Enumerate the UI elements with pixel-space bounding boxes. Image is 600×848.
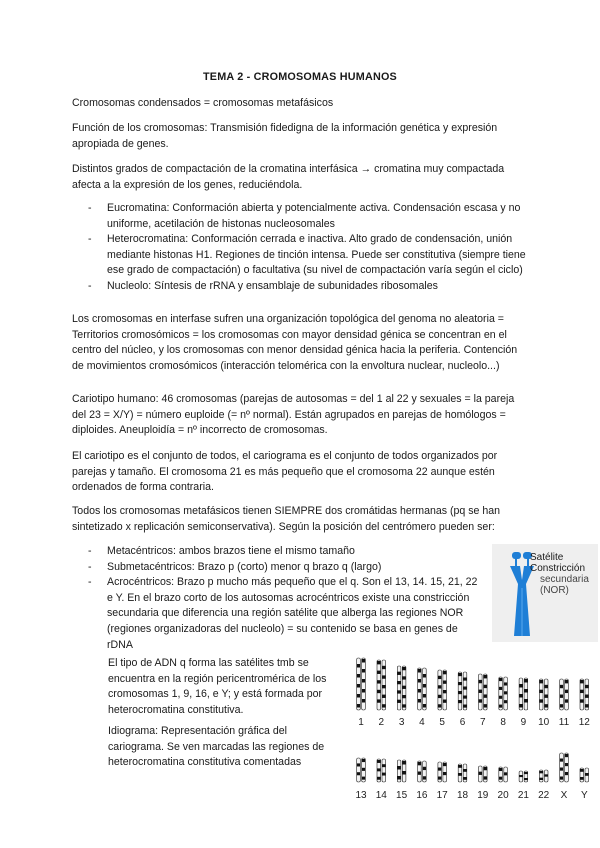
chromosome-3: [397, 666, 406, 710]
karyotype-row2-label-X: X: [560, 790, 568, 801]
karyotype-row2-label-21: 21: [517, 790, 529, 801]
chromosome-18: [458, 764, 467, 782]
paragraph-metaphase: Todos los cromosomas metafásicos tienen SIEMPRE dos cromátidas hermanas (pq se han sintetizado x replicación semiconservativa). Según la posición del centrómero pueden ser:: [72, 505, 501, 533]
secondary-label: secundaria: [540, 574, 589, 585]
nor-label: (NOR): [540, 585, 569, 596]
karyotype-row1-label-6: 6: [459, 717, 466, 728]
chromosome-X: [560, 753, 569, 782]
karyotype-row1-label-2: 2: [378, 717, 385, 728]
karyotype-svg: [352, 650, 598, 810]
chromosome-22: [539, 770, 548, 782]
chromosome-2: [377, 660, 386, 710]
paragraph-compaction: Distintos grados de compactación de la cromatina interfásica → cromatina muy compactada afecta a la expresión de los genes, reduciéndola.: [72, 163, 505, 191]
karyotype-row1-label-8: 8: [500, 717, 506, 728]
karyotype-row2-label-14: 14: [375, 790, 387, 801]
karyotype-row2-label-13: 13: [355, 790, 367, 801]
list-item: - Heterocromatina: Conformación cerrada e inactiva. Alto grado de condensación, unión mediante histonas H1. Regiones de tinción intensa. Puede ser constitutiva (siempre tiene ese grado de compactación) o facultativa (su nivel de compactación varía según el ciclo): [72, 232, 528, 279]
karyotype-row1-label-3: 3: [398, 717, 405, 728]
paragraph-territories: Los cromosomas en interfase sufren una organización topológica del genoma no aleatoria = Territorios cromosómicos = los cromosomas con mayor densidad génica se concentran en el centro del núcleo, y los cromosomas con menor densidad génica hacia la periferia. Contención de movimientos cromosómicos (interacción telomérica con la envoltura nuclear, nucleolo...): [72, 313, 518, 372]
list-item: - Eucromatina: Conformación abierta y potencialmente activa. Condensación escasa y no uniforme, acetilación de histonas nucleosomales: [72, 201, 528, 232]
paragraph-condensed: Cromosomas condensados = cromosomas metafásicos: [72, 97, 334, 109]
paragraph-satellite-dna: El tipo de ADN q forma las satélites tmb se encuentra en la región pericentromérica de los cromosomas 1, 9, 16, e Y; y está formada por heterocromatina constitutiva.: [108, 657, 327, 716]
karyotype-row2-label-Y: Y: [580, 790, 588, 801]
karyotype-row1-label-5: 5: [439, 717, 445, 728]
chromosome-7: [479, 674, 488, 710]
chromosome-15: [397, 760, 406, 782]
list-item: - Acrocéntricos: Brazo p mucho más pequeño que el q. Son el 13, 14. 15, 21, 22 e Y. En el brazo corto de los autosomas acrocéntricos existe una constricción secundaria que diferencia una región satélite que alberga las regiones NOR (regiones organizadoras del nucleolo) = su contenido se basa en genes de rDNA: [72, 575, 484, 653]
chromosome-19: [479, 766, 488, 782]
karyotype-figure: [352, 650, 598, 810]
karyotype-row2-label-16: 16: [416, 790, 428, 801]
constriction-label: Constricción: [530, 563, 586, 574]
karyotype-row2-label-17: 17: [436, 790, 448, 801]
karyotype-row1-label-1: 1: [358, 717, 364, 728]
list-item: - Nucleolo: Síntesis de rRNA y ensamblaje de subunidades ribosomales: [72, 279, 528, 295]
karyotype-row2-label-15: 15: [396, 790, 408, 801]
chromosome-21: [519, 771, 528, 782]
chromosome-14: [377, 759, 386, 782]
karyotype-row1-label-7: 7: [480, 717, 486, 728]
chromosome-8: [499, 677, 508, 710]
karyotype-row1-label-12: 12: [578, 717, 590, 728]
paragraph-karyotype: Cariotipo humano: 46 cromosomas (parejas de autosomas = del 1 al 22 y sexuales = la pareja del 23 = X/Y) = número euploide (= nº normal). Están agrupados en parejas de homólogos = diploides. Aneuploidía = nº incorrecto de cromosomas.: [72, 393, 515, 437]
acrocentric-chromosome-diagram: [492, 544, 598, 642]
chromosome-Y: [580, 768, 589, 782]
list-item: - Metacéntricos: ambos brazos tiene el mismo tamaño: [72, 544, 484, 560]
chromosome-12: [580, 679, 589, 710]
karyotype-row2-label-19: 19: [477, 790, 489, 801]
karyotype-row2-label-22: 22: [538, 790, 550, 801]
karyotype-row1-label-10: 10: [538, 717, 550, 728]
chromosome-17: [438, 762, 447, 782]
satellite-label: Satélite: [530, 552, 564, 563]
chromatin-list: [72, 201, 528, 295]
chromosome-9: [519, 678, 528, 710]
paragraph-cariograma: El cariotipo es el conjunto de todos, el cariograma es el conjunto de todos organizados por parejas y tamaño. El cromosoma 21 es más pequeño que el cromosoma 22 aunque estén ordenados de forma contraria.: [72, 450, 498, 494]
chromosome-6: [458, 672, 467, 710]
chromosome-16: [418, 761, 427, 782]
paragraph-idiogram: Idiograma: Representación gráfica del cariograma. Se ven marcadas las regiones de heterocromatina constitutiva comentadas: [108, 725, 325, 769]
paragraph-function: Función de los cromosomas: Transmisión fidedigna de la información genética y expresión apropiada de genes.: [72, 122, 498, 150]
karyotype-row2-label-18: 18: [456, 790, 469, 801]
karyotype-row1-label-11: 11: [558, 717, 570, 728]
page-title: TEMA 2 - CROMOSOMAS HUMANOS: [203, 71, 397, 83]
chromosome-4: [418, 668, 427, 710]
chromosome-10: [539, 679, 548, 710]
list-item: - Submetacéntricos: Brazo p (corto) menor q brazo q (largo): [72, 560, 484, 576]
karyotype-row2-label-20: 20: [497, 790, 509, 801]
chromosome-1: [357, 658, 366, 710]
centromere-list: [72, 544, 484, 653]
chromosome-20: [499, 767, 508, 782]
chromosome-11: [560, 679, 569, 710]
chromosome-13: [357, 758, 366, 782]
karyotype-row1-label-9: 9: [520, 717, 527, 728]
karyotype-row1-label-4: 4: [419, 717, 425, 728]
chromosome-5: [438, 670, 447, 710]
